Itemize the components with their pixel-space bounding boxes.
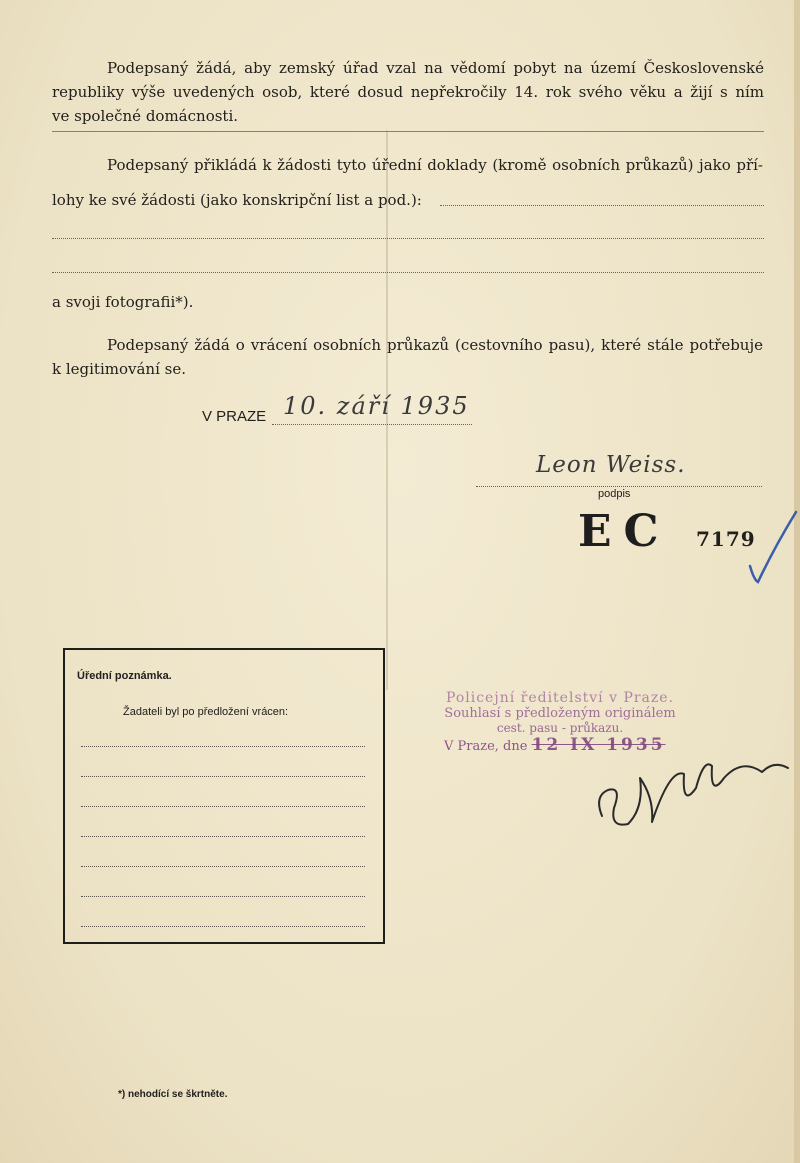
note-line [81, 836, 365, 837]
official-note-title: Úřední poznámka. [77, 670, 172, 682]
stamp-line-3: cest. pasu - průkazu. [496, 721, 624, 735]
para3-line1: Podepsaný žádá o vrácení osobních průkazů (cestovního pasu), které stále potřebuje [107, 336, 763, 354]
official-note-box [63, 648, 385, 944]
para1-line2: republiky výše uvedených osob, které dosud nepřekročily 14. rok svého věku a žijí s ním [52, 83, 764, 101]
date-fill-line [272, 424, 472, 425]
stamp-line-2: Souhlasí s předloženým originálem [444, 706, 676, 721]
handwritten-signature: Leon Weiss. [536, 452, 686, 478]
note-line [81, 866, 365, 867]
signature-label: podpis [598, 488, 631, 500]
official-signature-icon [592, 738, 792, 834]
para3-line2: k legitimování se. [52, 360, 186, 378]
place-label: V PRAZE [202, 408, 267, 425]
para1-line3: ve společné domácnosti. [52, 107, 239, 125]
file-number: 7179 [696, 527, 756, 551]
para2-line3: a svoji fotografii*). [52, 293, 194, 311]
para2-line1: Podepsaný přikládá k žádosti tyto úřední doklady (kromě osobních průkazů) jako pří- [107, 156, 763, 174]
checkmark-icon [744, 508, 798, 592]
section-divider [52, 131, 764, 132]
paragraph-request-children [52, 56, 764, 128]
footnote: *) nehodící se škrtněte. [118, 1089, 228, 1100]
para2-line2: lohy ke své žádosti (jako konskripční list a pod.): [52, 191, 422, 209]
note-line [81, 806, 365, 807]
note-line [81, 896, 365, 897]
stamp-date-prefix: V Praze, dne [444, 739, 528, 754]
stamp-line-1: Policejní ředitelství v Praze. [445, 690, 675, 706]
note-line [81, 746, 365, 747]
note-line [81, 776, 365, 777]
note-line [81, 926, 365, 927]
attachments-fill-line-2 [52, 238, 764, 239]
stamp-date: 12 IX 1935 [531, 735, 666, 755]
attachments-fill-line-3 [52, 272, 764, 273]
signature-fill-line [476, 486, 762, 487]
official-note-subtitle: Žadateli byl po předložení vrácen: [123, 706, 289, 718]
ec-stamp: EC [578, 506, 671, 557]
handwritten-date: 10. září 1935 [283, 392, 470, 420]
para1-line1: Podepsaný žádá, aby zemský úřad vzal na vědomí pobyt na území Československé [107, 59, 764, 77]
attachments-fill-line-1 [440, 205, 764, 206]
